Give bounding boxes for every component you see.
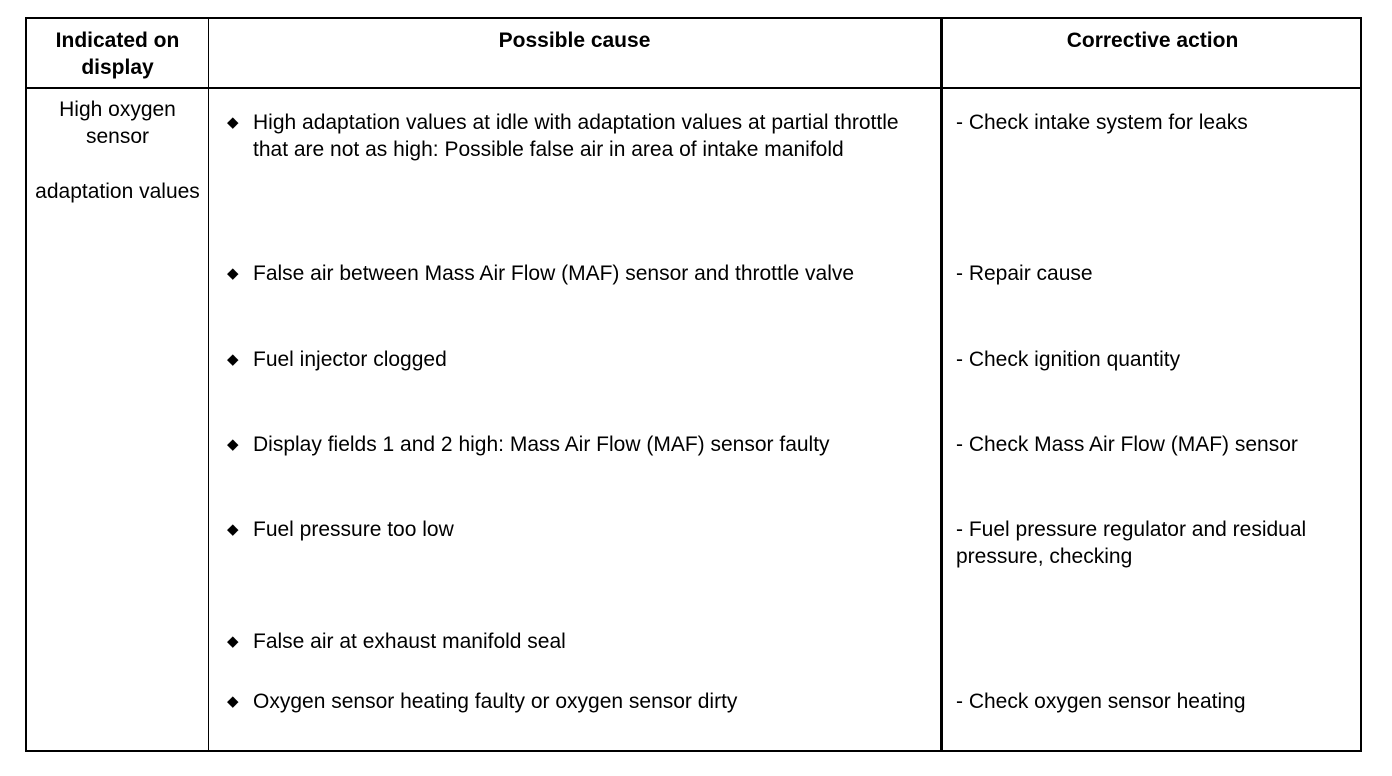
diagnostic-table [25, 17, 1362, 752]
action-text: - Repair cause [956, 262, 1093, 285]
diamond-bullet-icon: ◆ [227, 693, 239, 710]
column-divider-1 [208, 19, 209, 750]
header-divider [27, 87, 1360, 89]
cause-text: High adaptation values at idle with adaptation values at partial throttle that are not as high: Possible false air in area of intake manifold [253, 111, 899, 161]
indicated-line-2: adaptation values [35, 180, 200, 203]
header-possible-cause: Possible cause [498, 29, 651, 52]
diamond-bullet-icon: ◆ [227, 351, 239, 368]
header-corrective-action: Corrective action [1066, 29, 1239, 52]
header-indicated-on-display: Indicated on display [55, 29, 180, 79]
action-text: - Check intake system for leaks [956, 111, 1248, 134]
indicated-line-1: High oxygen sensor [59, 98, 176, 148]
cause-text: False air at exhaust manifold seal [253, 630, 566, 653]
cause-text: Fuel injector clogged [253, 348, 447, 371]
indicated-cell [27, 96, 208, 205]
action-text: - Fuel pressure regulator and residual pressure, checking [956, 518, 1307, 568]
action-text: - Check oxygen sensor heating [956, 690, 1246, 713]
action-text: - Check ignition quantity [956, 348, 1181, 371]
action-text: - Check Mass Air Flow (MAF) sensor [956, 433, 1298, 456]
diamond-bullet-icon: ◆ [227, 633, 239, 650]
cause-text: Fuel pressure too low [253, 518, 454, 541]
diamond-bullet-icon: ◆ [227, 114, 239, 131]
cause-text: Oxygen sensor heating faulty or oxygen sensor dirty [253, 690, 738, 713]
diamond-bullet-icon: ◆ [227, 521, 239, 538]
diamond-bullet-icon: ◆ [227, 265, 239, 282]
column-divider-2 [940, 19, 943, 750]
cause-text: Display fields 1 and 2 high: Mass Air Flow (MAF) sensor faulty [253, 433, 830, 456]
cause-text: False air between Mass Air Flow (MAF) sensor and throttle valve [253, 262, 855, 285]
diamond-bullet-icon: ◆ [227, 436, 239, 453]
